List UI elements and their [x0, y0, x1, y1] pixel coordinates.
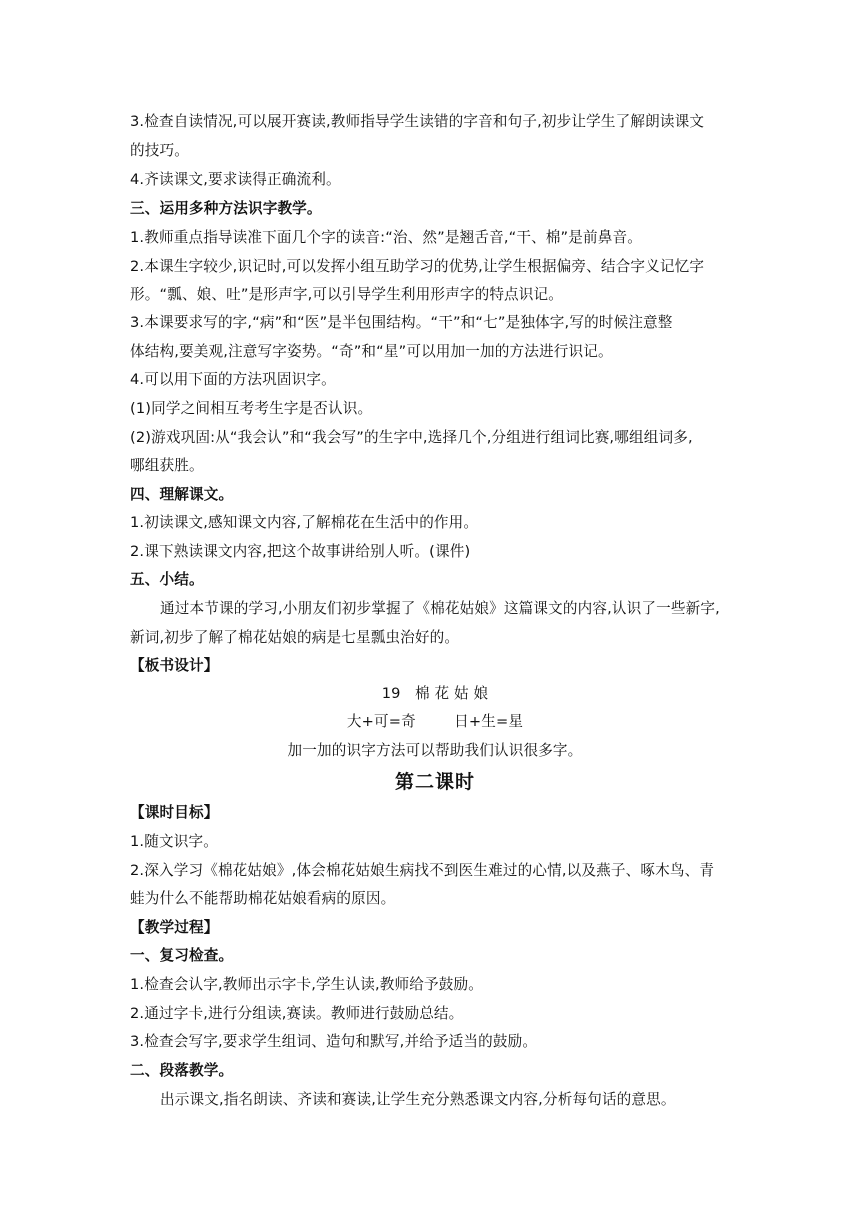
text-line: 3.检查会写字,要求学生组词、造句和默写,并给予适当的鼓励。 — [130, 1033, 538, 1050]
text-line: 3.本课要求写的字,“病”和“医”是半包围结构。“干”和“七”是独体字,写的时候注意整 — [130, 314, 673, 331]
text-line: 形。“瓢、娘、吐”是形声字,可以引导学生利用形声字的特点识记。 — [130, 286, 564, 303]
text-line: 通过本节课的学习,小朋友们初步掌握了《棉花姑娘》这篇课文的内容,认识了一些新字, — [160, 600, 720, 617]
text-line: (2)游戏巩固:从“我会认”和“我会写”的生字中,选择几个,分组进行组词比赛,哪组组词多, — [130, 429, 693, 446]
section-heading: 【课时目标】 — [130, 804, 219, 821]
text-line: 3.检查自读情况,可以展开赛读,教师指导学生读错的字音和句子,初步让学生了解朗读课文 — [130, 113, 705, 130]
text-line: 2.通过字卡,进行分组读,赛读。教师进行鼓励总结。 — [130, 1005, 464, 1022]
text-line: 体结构,要美观,注意写字姿势。“奇”和“星”可以用加一加的方法进行识记。 — [130, 343, 613, 360]
section-heading: 五、小结。 — [130, 571, 204, 588]
text-line: 2.本课生字较少,识记时,可以发挥小组互助学习的优势,让学生根据偏旁、结合字义记忆字 — [130, 258, 705, 275]
text-line: 的技巧。 — [130, 142, 189, 159]
board-formula: 大+可=奇 日+生=星 — [346, 713, 524, 730]
section-heading: 【板书设计】 — [130, 657, 219, 674]
text-line: 1.初读课文,感知课文内容,了解棉花在生活中的作用。 — [130, 514, 479, 531]
text-line: 2.深入学习《棉花姑娘》,体会棉花姑娘生病找不到医生难过的心情,以及燕子、啄木鸟、青 — [130, 862, 715, 879]
section-heading: 【教学过程】 — [130, 919, 219, 936]
board-note: 加一加的识字方法可以帮助我们认识很多字。 — [287, 742, 583, 759]
text-line: 蛙为什么不能帮助棉花姑娘看病的原因。 — [130, 890, 396, 907]
section-heading: 二、段落教学。 — [130, 1062, 234, 1079]
text-line: 4.可以用下面的方法巩固识字。 — [130, 371, 336, 388]
text-line: 1.随文识字。 — [130, 833, 218, 850]
section-heading: 四、理解课文。 — [130, 486, 234, 503]
text-line: 新词,初步了解了棉花姑娘的病是七星瓢虫治好的。 — [130, 629, 460, 646]
lesson-heading: 第二课时 — [394, 771, 475, 793]
text-line: 1.检查会认字,教师出示字卡,学生认读,教师给予鼓励。 — [130, 976, 483, 993]
text-line: 4.齐读课文,要求读得正确流利。 — [130, 171, 341, 188]
text-line: 1.教师重点指导读准下面几个字的读音:“治、然”是翘舌音,“干、棉”是前鼻音。 — [130, 229, 642, 246]
section-heading: 三、运用多种方法识字教学。 — [130, 200, 322, 217]
board-title: 19 棉 花 姑 娘 — [381, 685, 489, 702]
text-line: 出示课文,指名朗读、齐读和赛读,让学生充分熟悉课文内容,分析每句话的意思。 — [160, 1091, 676, 1108]
section-heading: 一、复习检查。 — [130, 947, 234, 964]
text-line: 哪组获胜。 — [130, 457, 204, 474]
text-line: (1)同学之间相互考考生字是否认识。 — [130, 400, 373, 417]
text-line: 2.课下熟读课文内容,把这个故事讲给别人听。(课件) — [130, 543, 471, 560]
